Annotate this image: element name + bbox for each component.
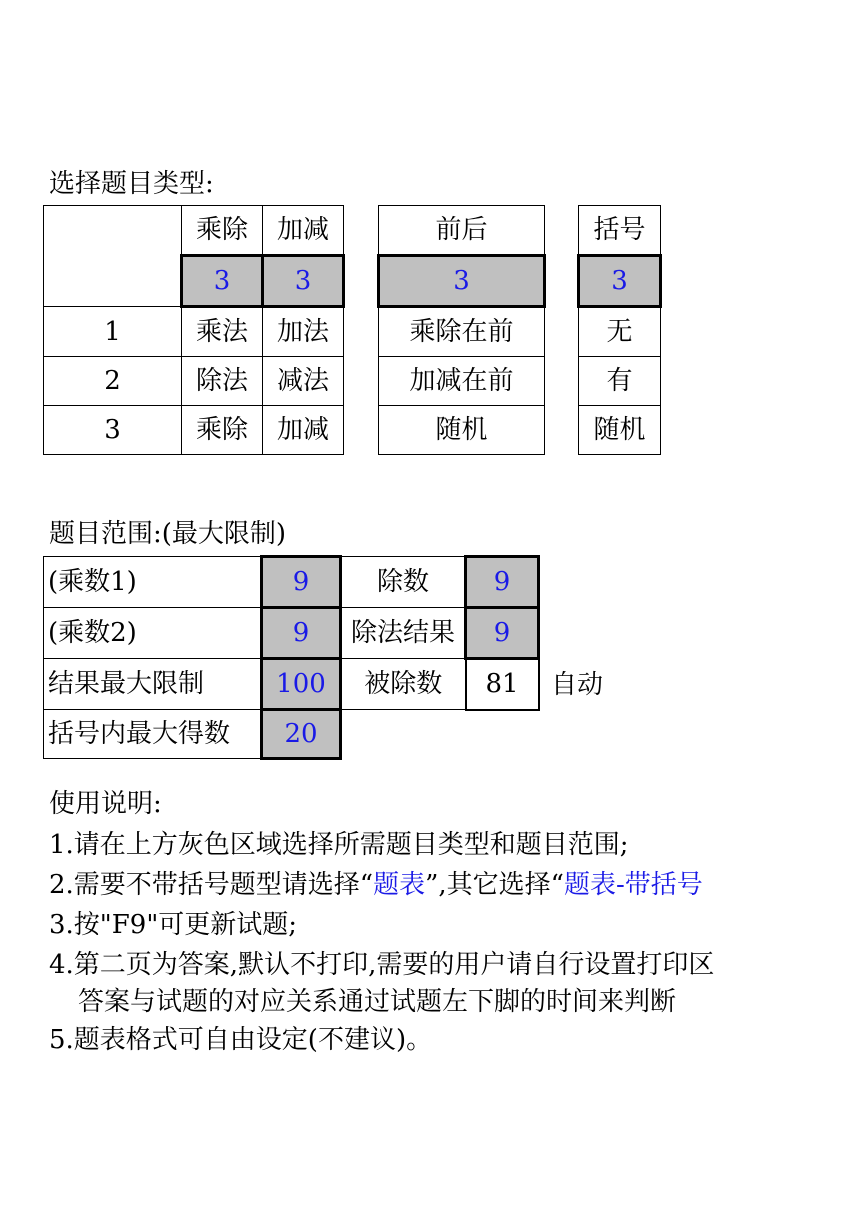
- bracket-max-input[interactable]: 20: [262, 710, 341, 759]
- option-cell: 无: [579, 307, 661, 357]
- instruction-text: ”,其它选择“: [425, 870, 564, 900]
- range-label: (乘数2): [44, 608, 262, 659]
- header-bracket: 括号: [579, 206, 661, 256]
- operation-type-table: [43, 205, 345, 455]
- instructions-heading: 使用说明:: [49, 789, 162, 819]
- bracket-type-table: [577, 205, 662, 455]
- option-cell: 加减在前: [379, 357, 545, 406]
- select-order-cell[interactable]: 3: [379, 256, 545, 307]
- option-cell: 乘除在前: [379, 307, 545, 357]
- blank-corner-cell: [44, 206, 182, 307]
- option-cell: 减法: [263, 357, 344, 406]
- select-addsub-cell[interactable]: 3: [263, 256, 344, 307]
- result-max-input[interactable]: 100: [262, 659, 341, 710]
- option-cell: 加减: [263, 406, 344, 455]
- range-label: 括号内最大得数: [44, 710, 262, 759]
- range-label: 除法结果: [341, 608, 466, 659]
- range-table: [43, 555, 540, 760]
- instruction-text: 2.需要不带括号题型请选择“: [49, 870, 374, 900]
- sheet-link-bracket[interactable]: 题表-带括号: [563, 870, 703, 900]
- header-muldiv: 乘除: [182, 206, 263, 256]
- option-number: 3: [44, 406, 182, 455]
- option-cell: 随机: [379, 406, 545, 455]
- multiplier1-input[interactable]: 9: [262, 557, 341, 608]
- instruction-line-1: 1.请在上方灰色区域选择所需题目类型和题目范围;: [49, 830, 629, 860]
- quotient-input[interactable]: 9: [466, 608, 539, 659]
- option-number: 1: [44, 307, 182, 357]
- range-label: 除数: [341, 557, 466, 608]
- auto-note: 自动: [551, 670, 604, 700]
- select-muldiv-cell[interactable]: 3: [182, 256, 263, 307]
- instruction-line-5: 5.题表格式可自由设定(不建议)。: [49, 1025, 433, 1055]
- option-cell: 乘除: [182, 406, 263, 455]
- type-section-heading: 选择题目类型:: [49, 169, 214, 199]
- option-cell: 乘法: [182, 307, 263, 357]
- header-addsub: 加减: [263, 206, 344, 256]
- option-cell: 有: [579, 357, 661, 406]
- divisor-input[interactable]: 9: [466, 557, 539, 608]
- instruction-line-4: 4.第二页为答案,默认不打印,需要的用户请自行设置打印区: [49, 950, 715, 980]
- instruction-line-4b: 答案与试题的对应关系通过试题左下脚的时间来判断: [78, 987, 677, 1017]
- range-section-heading: 题目范围:(最大限制): [49, 519, 287, 549]
- range-label: 被除数: [341, 659, 466, 710]
- option-cell: 加法: [263, 307, 344, 357]
- instruction-line-2: [49, 865, 703, 905]
- option-number: 2: [44, 357, 182, 406]
- select-bracket-cell[interactable]: 3: [579, 256, 661, 307]
- order-type-table: [377, 205, 546, 455]
- range-label: 结果最大限制: [44, 659, 262, 710]
- instruction-line-3: 3.按"F9"可更新试题;: [49, 910, 298, 940]
- header-order: 前后: [379, 206, 545, 256]
- range-label: (乘数1): [44, 557, 262, 608]
- option-cell: 随机: [579, 406, 661, 455]
- multiplier2-input[interactable]: 9: [262, 608, 341, 659]
- sheet-link-plain[interactable]: 题表: [373, 870, 426, 900]
- option-cell: 除法: [182, 357, 263, 406]
- dividend-value: 81: [466, 659, 539, 710]
